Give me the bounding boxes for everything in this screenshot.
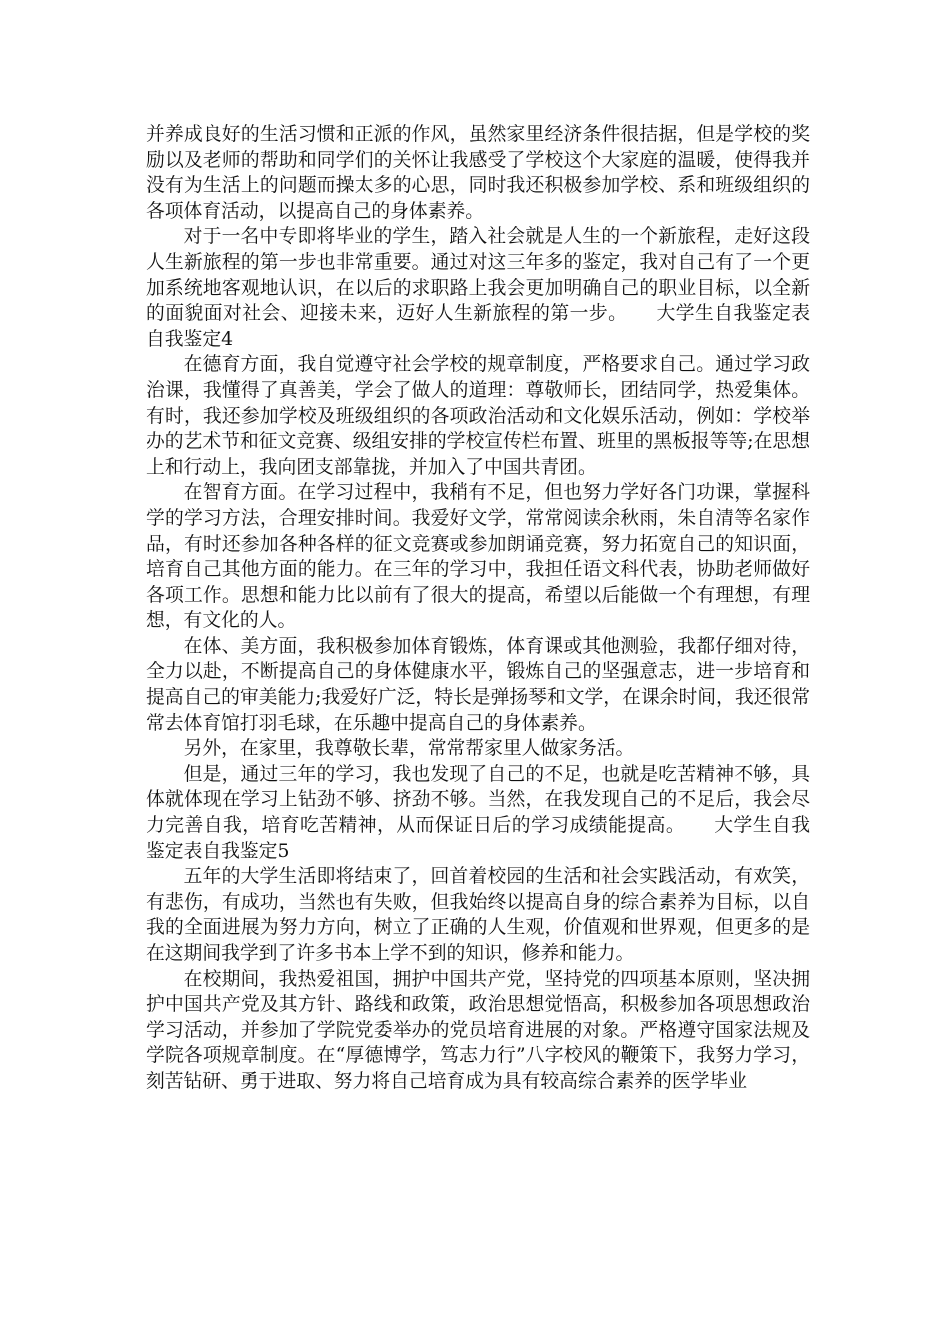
paragraph-4-text: 在智育方面。在学习过程中，我稍有不足，但也努力学好各门功课，掌握科学的学习方法，合理安排时间。我爱好文学，常常阅读余秋雨，朱自清等名家作品，有时还参加各种各样的征文竞赛或参加朗诵竞赛，努力拓宽自己的知识面，培育自己其他方面的能力。在三年的学习中，我担任语文科代表，协助老师做好各项工作。思想和能力比以前有了很大的提高，希望以后能做一个有理想，有理想，有文化的人。	[146, 482, 810, 632]
section-heading-4: 大学生自我鉴定表自我鉴定4	[146, 303, 811, 350]
paragraph-8	[146, 864, 810, 966]
paragraph-9	[146, 967, 810, 1095]
paragraph-2-text: 对于一名中专即将毕业的学生，踏入社会就是人生的一个新旅程，走好这段人生新旅程的第一步也非常重要。通过对这三年多的鉴定，我对自己有了一个更加系统地客观地认识，在以后的求职路上我会更加明确自己的职业目标，以全新的面貌面对社会、迎接未来，迈好人生新旅程的第一步。	[146, 226, 810, 325]
paragraph-5	[146, 634, 810, 736]
paragraph-8-text: 五年的大学生活即将结束了，回首着校园的生活和社会实践活动，有欢笑，有悲伤，有成功，当然也有失败，但我始终以提高自身的综合素养为目标，以自我的全面进展为努力方向，树立了正确的人生观，价值观和世界观，但更多的是在这期间我学到了许多书本上学不到的知识，修养和能力。	[146, 866, 810, 964]
paragraph-1-text: 并养成良好的生活习惯和正派的作风，虽然家里经济条件很拮据，但是学校的奖励以及老师的帮助和同学们的关怀让我感受了学校这个大家庭的温暖，使得我并没有为生活上的问题而操太多的心思，同时我还积极参加学校、系和班级组织的各项体育活动，以提高自己的身体素养。	[146, 124, 810, 222]
paragraph-7	[146, 762, 810, 864]
paragraph-3	[146, 352, 810, 480]
paragraph-4	[146, 480, 810, 634]
document-page	[146, 122, 810, 1095]
paragraph-3-text: 在德育方面，我自觉遵守社会学校的规章制度，严格要求自己。通过学习政治课，我懂得了真善美，学会了做人的道理：尊敬师长，团结同学，热爱集体。有时，我还参加学校及班级组织的各项政治活动和文化娱乐活动，例如：学校举办的艺术节和征文竞赛、级组安排的学校宣传栏布置、班里的黑板报等等;在思想上和行动上，我向团支部靠拢，并加入了中国共青团。	[146, 354, 810, 478]
section-heading-5: 大学生自我鉴定表自我鉴定5	[146, 815, 811, 862]
paragraph-1	[146, 122, 810, 224]
paragraph-5-text: 在体、美方面，我积极参加体育锻炼，体育课或其他测验，我都仔细对待，全力以赴，不断提高自己的身体健康水平，锻炼自己的坚强意志，进一步培育和提高自己的审美能力;我爱好广泛，特长是弹扬琴和文学，在课余时间，我还很常常去体育馆打羽毛球，在乐趣中提高自己的身体素养。	[146, 635, 810, 734]
paragraph-9-text: 在校期间，我热爱祖国，拥护中国共产党，坚持党的四项基本原则，坚决拥护中国共产党及其方针、路线和政策，政治思想觉悟高，积极参加各项思想政治学习活动，并参加了学院党委举办的党员培育进展的对象。严格遵守国家法规及学院各项规章制度。在“厚德博学，笃志力行”八字校风的鞭策下，我努力学习，刻苦钻研、勇于进取、努力将自己培育成为具有较高综合素养的医学毕业	[146, 968, 810, 1092]
paragraph-7-text: 但是，通过三年的学习，我也发现了自己的不足，也就是吃苦精神不够，具体就体现在学习上钻劲不够、挤劲不够。当然，在我发现自己的不足后，我会尽力完善自我，培育吃苦精神，从而保证日后的学习成绩能提高。	[146, 763, 810, 837]
paragraph-6-text: 另外，在家里，我尊敬长辈，常常帮家里人做家务活。	[183, 738, 635, 760]
paragraph-6	[146, 736, 810, 762]
paragraph-2	[146, 224, 810, 352]
